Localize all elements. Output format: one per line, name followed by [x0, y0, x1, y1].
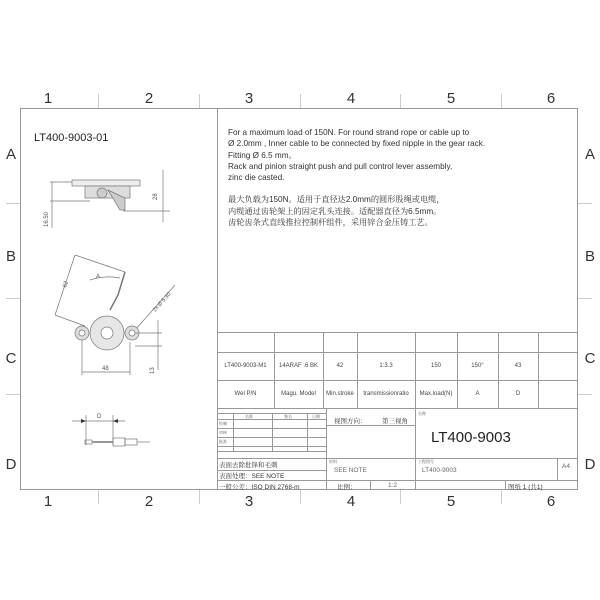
dim-angle: A [96, 274, 101, 280]
spec-value-ratio: 1:3.3 [379, 363, 393, 369]
spec-value-stroke: 42 [336, 363, 344, 369]
spec-header-a: A [475, 391, 480, 397]
zone-row-b-right: B [584, 248, 595, 265]
view-direction-value: 第三视角 [382, 418, 408, 425]
cable-view-drawing [60, 400, 180, 460]
dim-height-right: 28 [153, 193, 159, 200]
dim-cable-length: D [97, 414, 102, 420]
spec-header-ratio: transmissionratio [363, 391, 409, 397]
spec-value-d: 43 [514, 363, 522, 369]
note-en-1: For a maximum load of 150N. For round strand rope or cable up to [228, 128, 470, 137]
spec-header-stroke: Min.stroke [326, 391, 354, 397]
zone-column-3: 3 [244, 90, 254, 107]
side-view-drawing [30, 170, 200, 240]
note-en-5: zinc die casted. [228, 173, 285, 183]
zone-row-c: C [5, 350, 17, 367]
zone-column-1: 1 [43, 90, 53, 107]
spec-value-model: 14ARAF .6 BK [278, 363, 319, 369]
sheet-info: 图纸 1 (共1) [508, 484, 543, 491]
spec-header-pn: Wel P/N [234, 391, 257, 397]
zone-column-1-bottom: 1 [43, 493, 53, 510]
dim-offset: 13 [150, 367, 156, 374]
sign-col-date: 日期 [312, 414, 320, 419]
dim-holes: 2x Ø 5.30 [152, 291, 173, 314]
zone-row-c-right: C [584, 350, 596, 367]
spec-value-a: 150° [471, 363, 484, 369]
surface-note-deburr: 表面去除批锋和毛刺 [219, 462, 278, 469]
note-en-4: Rack and pinion straight push and pull control lever assembly, [228, 161, 453, 171]
front-view-drawing [30, 250, 200, 390]
scale-label: 比例： [337, 484, 357, 491]
part-number-heading: LT400-9003-01 [34, 132, 109, 144]
spec-header-model: Magu. Model [281, 391, 316, 397]
zone-row-d: D [5, 456, 17, 473]
zone-column-4-bottom: 4 [346, 493, 356, 510]
dim-height-left: 16.50 [44, 211, 50, 227]
drawing-no-value: LT400-9003 [422, 467, 457, 474]
material-label: 材料 [329, 459, 337, 464]
drawing-no-label: 工程图号 [418, 459, 434, 464]
sign-col-signature: 签名 [284, 414, 292, 419]
zone-column-6: 6 [546, 90, 556, 107]
note-en-2: Ø 2.0mm , Inner cable to be connected by fixed nipple in the gear rack. [228, 139, 486, 149]
sign-row-drawn: 绘制 [219, 421, 227, 426]
dim-length: 62 [62, 280, 71, 289]
zone-column-5: 5 [446, 90, 456, 107]
left-panel-divider [217, 108, 218, 490]
sign-row-checked: 审核 [219, 430, 227, 435]
material-value: SEE NOTE [334, 467, 367, 474]
note-en-3: Fitting Ø 6.5 mm。 [228, 150, 297, 160]
zone-column-2-bottom: 2 [144, 493, 154, 510]
zone-row-a: A [5, 146, 16, 163]
spec-header-d: D [515, 391, 521, 397]
zone-column-2: 2 [144, 90, 154, 107]
surface-treatment: 表面处理：SEE NOTE [219, 473, 285, 480]
spec-header-load: Max.load(N) [419, 391, 453, 397]
zone-column-4: 4 [346, 90, 356, 107]
zone-row-a-right: A [584, 146, 595, 163]
zone-column-3-bottom: 3 [244, 493, 254, 510]
name-label: 名称 [418, 411, 426, 416]
spec-notes [228, 127, 485, 228]
sign-row-approved: 批准 [219, 439, 227, 444]
sign-col-name: 名称 [245, 414, 253, 419]
drawing-title: LT400-9003 [431, 429, 511, 446]
zone-row-d-right: D [584, 456, 596, 473]
spec-value-load: 150 [430, 363, 441, 369]
zone-column-6-bottom: 6 [546, 493, 556, 510]
note-cn-2: 内缆通过齿轮架上的固定乳头连接。适配器直径为6.5mm。 [228, 206, 442, 216]
note-cn-3: 齿轮齿条式直线推拉控制杆组件，采用锌合金压铸工艺。 [228, 218, 433, 228]
view-direction-label: 视图方向： [334, 418, 367, 425]
general-tolerance: 一般公差：ISO DIN 2768-m [219, 484, 300, 491]
zone-column-5-bottom: 5 [446, 493, 456, 510]
zone-row-b: B [5, 248, 16, 265]
spec-value-pn: LT400-9003-M1 [224, 363, 267, 369]
dim-width: 48 [102, 366, 109, 372]
scale-value: 1:2 [388, 482, 398, 489]
note-cn-1: 最大负载为150N。适用于直径达2.0mm的圆形股绳或电缆， [228, 195, 445, 205]
paper-size: A4 [562, 463, 570, 470]
